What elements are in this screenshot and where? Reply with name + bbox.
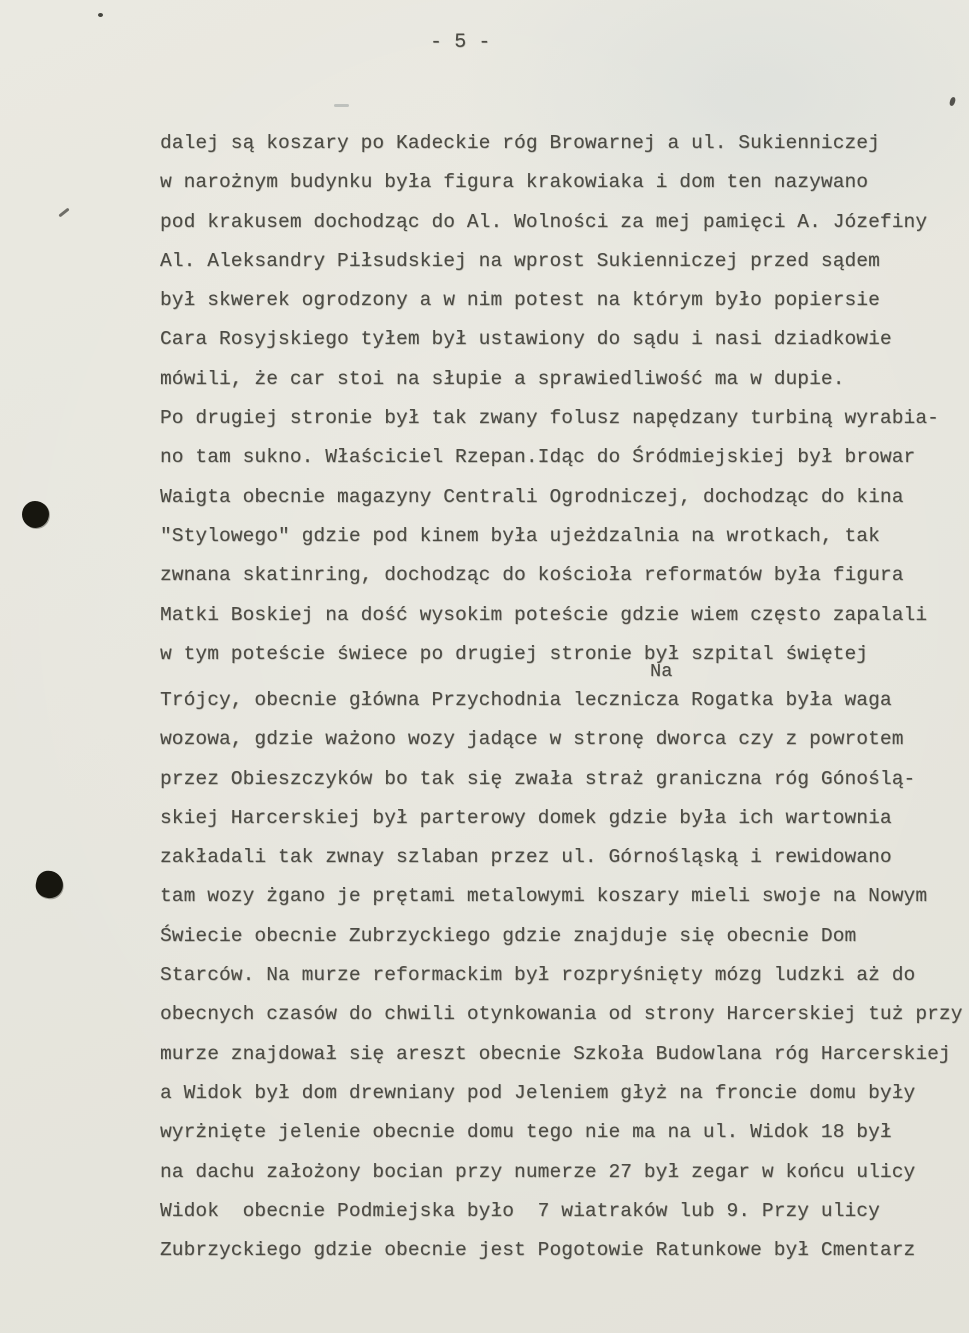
paragraph-block-1: [160, 131, 939, 681]
paragraph-block-2: [160, 688, 963, 1277]
text-line: pod krakusem dochodząc do Al. Wolności za mej pamięci A. Józefiny: [160, 210, 928, 233]
text-line: w narożnym budynku była figura krakowiaka i dom ten nazywano: [160, 171, 869, 194]
text-line: Al. Aleksandry Piłsudskiej na wprost Sukienniczej przed sądem: [160, 249, 880, 272]
text-line: na dachu założony bocian przy numerze 27 był zegar w końcu ulicy: [160, 1160, 916, 1183]
pencil-mark: [58, 208, 69, 218]
text-line: wyrżnięte jelenie obecnie domu tego nie ma na ul. Widok 18 był: [160, 1121, 892, 1144]
text-line: w tym poteście świece po drugiej stronie był szpital świętej: [160, 642, 869, 665]
text-line: no tam sukno. Właściciel Rzepan.Idąc do Śródmiejskiej był browar: [160, 446, 916, 469]
text-line: dalej są koszary po Kadeckie róg Browarnej a ul. Sukienniczej: [160, 132, 880, 154]
text-line: tam wozy żgano je prętami metalowymi koszary mieli swoje na Nowym: [160, 885, 928, 908]
text-line: Po drugiej stronie był tak zwany folusz napędzany turbiną wyrabia-: [160, 407, 939, 430]
text-line: był skwerek ogrodzony a w nim potest na którym było popiersie: [160, 289, 880, 312]
text-line: Starców. Na murze reformackim był rozpryśnięty mózg ludzki aż do: [160, 964, 916, 987]
text-line: Świecie obecnie Zubrzyckiego gdzie znajduje się obecnie Dom: [160, 924, 857, 947]
text-line: Trójcy, obecnie główna Przychodnia lecznicza Rogatka była waga: [160, 689, 892, 711]
ink-speck: [98, 13, 103, 17]
text-line: a Widok był dom drewniany pod Jeleniem głyż na froncie domu były: [160, 1081, 916, 1104]
text-line: murze znajdował się areszt obecnie Szkoła Budowlana róg Harcerskiej: [160, 1042, 951, 1065]
text-line: mówili, że car stoi na słupie a sprawiedliwość ma w dupie.: [160, 367, 845, 390]
text-line: zwnana skatinring, dochodząc do kościoła reformatów była figura: [160, 564, 904, 587]
hole-punch-mark: [22, 501, 49, 528]
ink-speck: [949, 96, 957, 106]
hole-punch-mark: [33, 868, 65, 900]
page-number: - 5 -: [430, 31, 491, 54]
text-line: obecnych czasów do chwili otynkowania od strony Harcerskiej tuż przy: [160, 1003, 963, 1026]
text-line: Matki Boskiej na dość wysokim poteście gdzie wiem często zapalali: [160, 603, 928, 626]
text-line: wozowa, gdzie ważono wozy jadące w stronę dworca czy z powrotem: [160, 728, 904, 751]
text-line: "Stylowego" gdzie pod kinem była ujeżdzalnia na wrotkach, tak: [160, 524, 880, 547]
text-line: Widok obecnie Podmiejska było 7 wiatraków lub 9. Przy ulicy: [160, 1199, 880, 1222]
text-line: Waigta obecnie magazyny Centrali Ogrodniczej, dochodząc do kina: [160, 485, 904, 508]
text-line: Cara Rosyjskiego tyłem był ustawiony do sądu i nasi dziadkowie: [160, 328, 892, 351]
text-line: zakładali tak zwnay szlaban przez ul. Górnośląską i rewidowano: [160, 846, 892, 869]
text-line: Zubrzyckiego gdzie obecnie jest Pogotowie Ratunkowe był Cmentarz: [160, 1239, 916, 1262]
text-line: przez Obieszczyków bo tak się zwała straż graniczna róg Gónoślą-: [160, 767, 916, 790]
inserted-correction-word: Na: [650, 661, 673, 682]
faint-smudge: [334, 104, 349, 107]
text-line: skiej Harcerskiej był parterowy domek gdzie była ich wartownia: [160, 806, 892, 829]
